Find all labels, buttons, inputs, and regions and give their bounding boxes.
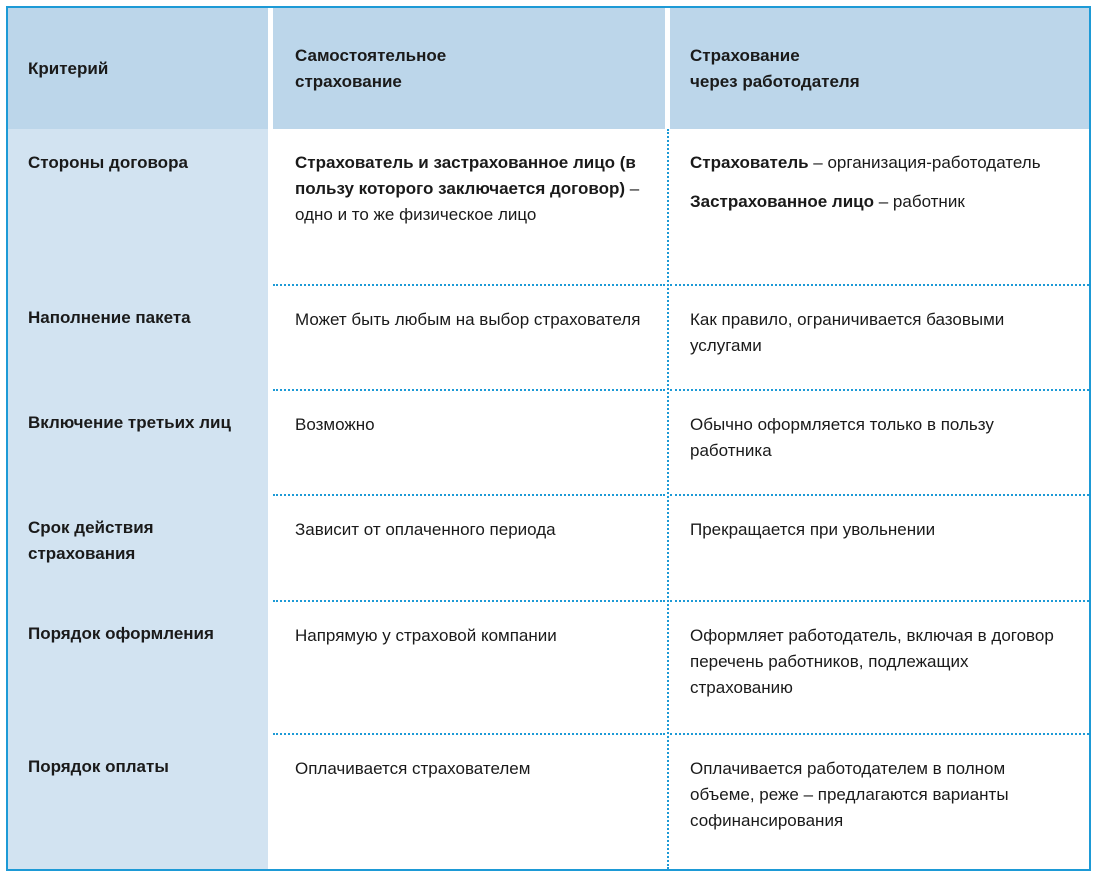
cell-text: Может быть любым на выбор страхователя [295, 310, 641, 329]
header-self-insurance [273, 8, 665, 129]
cell-text: Обычно оформляется только в пользу работника [690, 415, 994, 460]
employer-registration [670, 600, 1089, 733]
criterion-package [8, 284, 268, 389]
employer-parties-bold-1: Страхователь [690, 153, 809, 172]
criterion-label: Срок действия страхования [28, 518, 154, 563]
cell-text: Оплачивается работодателем в полном объеме, реже – предлагаются варианты софинансирования [690, 759, 1009, 830]
header-self-line1: Самостоятельное [295, 45, 447, 65]
criterion-label: Включение третьих лиц [28, 413, 231, 432]
cell-text: Оплачивается страхователем [295, 759, 531, 778]
comparison-table [6, 6, 1091, 871]
header-employer-insurance [670, 8, 1089, 129]
self-parties-bold: Страхователь и застрахованное лицо (в пользу которого заключается договор) [295, 153, 636, 198]
criterion-third-parties [8, 389, 268, 494]
criterion-label: Наполнение пакета [28, 308, 191, 327]
self-package [273, 284, 665, 389]
self-parties-text: – одно и то же физическое лицо [295, 179, 640, 224]
cell-text: Зависит от оплаченного периода [295, 520, 556, 539]
self-term [273, 494, 665, 600]
header-employer-line2: через работодателя [690, 71, 860, 91]
employer-third-parties [670, 389, 1089, 494]
self-payment [273, 733, 665, 869]
self-third-parties [273, 389, 665, 494]
criterion-parties [8, 129, 268, 284]
cell-text: Как правило, ограничивается базовыми услугами [690, 310, 1005, 355]
cell-text: Прекращается при увольнении [690, 520, 936, 539]
criterion-term [8, 494, 268, 600]
criterion-label: Порядок оплаты [28, 757, 169, 776]
employer-term [670, 494, 1089, 600]
column-divider [667, 129, 669, 869]
header-self-line2: страхование [295, 71, 402, 91]
self-parties [273, 129, 665, 284]
employer-payment [670, 733, 1089, 869]
cell-text: Оформляет работодатель, включая в договор перечень работников, подлежащих страхованию [690, 626, 1054, 697]
cell-text: Напрямую у страховой компании [295, 626, 557, 645]
employer-package [670, 284, 1089, 389]
header-employer-line1: Страхование [690, 45, 800, 65]
employer-parties-text-1: – организация-работодатель [808, 153, 1041, 172]
criterion-registration [8, 600, 268, 733]
employer-parties [670, 129, 1089, 284]
employer-parties-text-2: – работник [874, 192, 965, 211]
criterion-label: Стороны договора [28, 153, 188, 172]
cell-text: Возможно [295, 415, 375, 434]
self-registration [273, 600, 665, 733]
criterion-payment [8, 733, 268, 869]
header-criterion-label: Критерий [28, 58, 109, 78]
header-criterion [8, 8, 268, 129]
criterion-label: Порядок оформления [28, 624, 214, 643]
employer-parties-bold-2: Застрахованное лицо [690, 192, 875, 211]
